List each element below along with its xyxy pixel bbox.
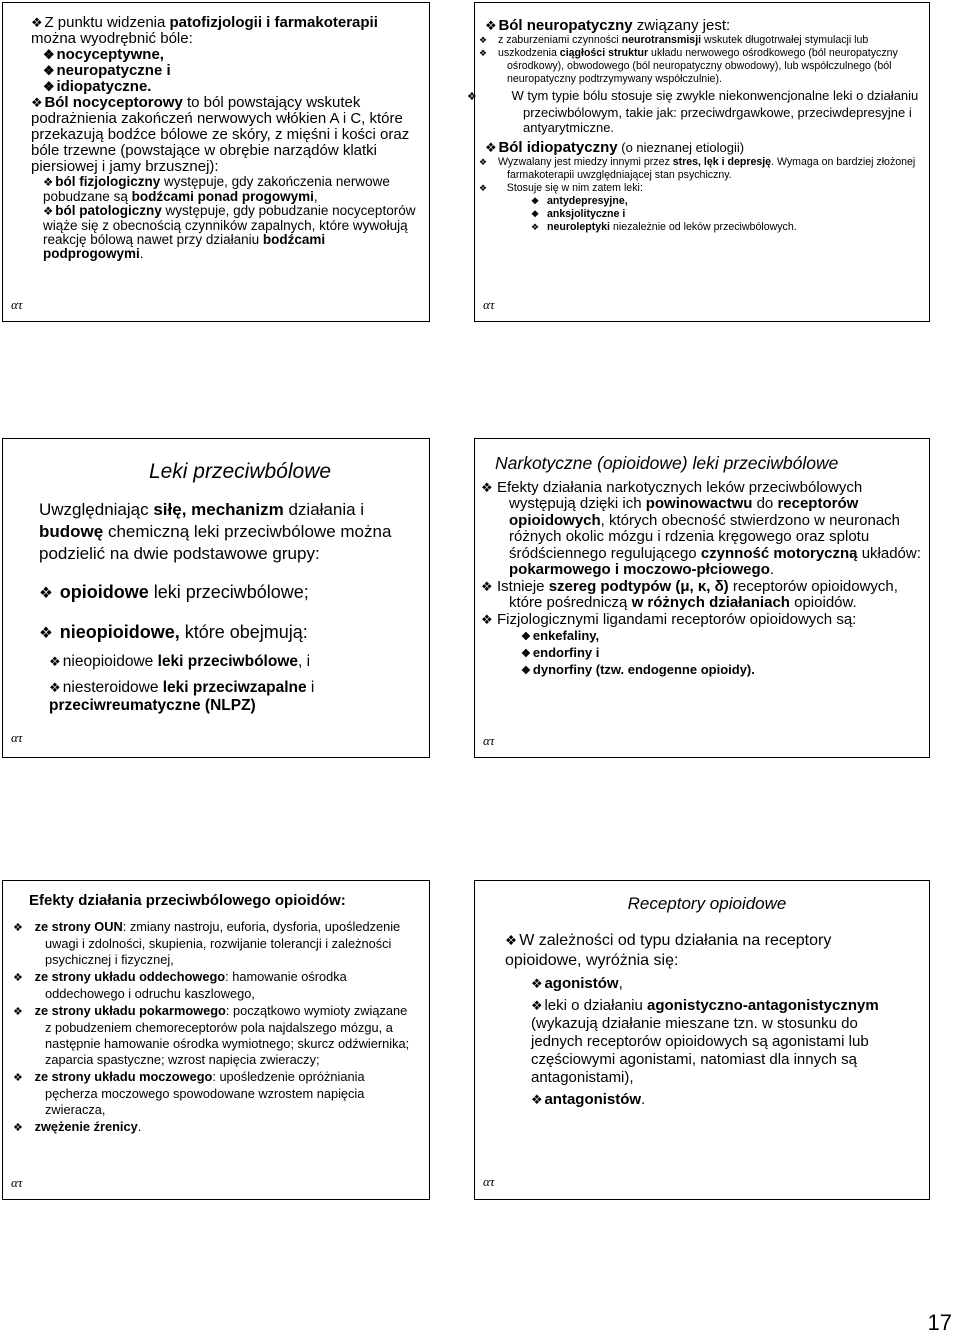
bullet-diamond-icon: ❖ <box>505 933 518 948</box>
bullet-diamond-icon: ❖ <box>39 625 53 642</box>
intro-text: ❖ Z punktu widzenia patofizjologii i farmakoterapii można wyodrębnić bóle: <box>31 14 378 47</box>
slide-title: Narkotyczne (opioidowe) leki przeciwbólowe <box>495 453 839 473</box>
bullet-diamond-icon: ❖ <box>485 18 497 33</box>
bullet-diamond-icon: ❖ <box>31 15 43 30</box>
list-item: ❖ nieopioidowe leki przeciwbólowe, i <box>49 653 311 670</box>
list-item: ❖ Istnieje szereg podtypów (μ, κ, δ) receptorów opioidowych, które pośredniczą w różnych działaniach opioidów. <box>481 577 898 611</box>
list-item: ❖ ze strony układu oddechowego: hamowanie ośrodka oddechowego i odruchu kaszlowego, <box>13 969 347 1001</box>
list-item: ❖ W tym typie bólu stosuje się zwykle niekonwencjonalne leki o działaniu przeciwbólowym, takie jak: przeciwdrgawkowe, przeciwdepresyjne i antyarytmiczne. <box>467 88 919 135</box>
list-item: ❖ antydepresyjne, <box>531 195 628 207</box>
list-item: ❖ neuroleptyki niezależnie od leków przeciwbólowych. <box>531 221 797 233</box>
bullet-diamond-icon: ❖ <box>43 206 54 218</box>
bullet-diamond-icon: ❖ <box>31 95 43 110</box>
list-item: ❖ enkefaliny, <box>521 628 600 643</box>
list-item: ❖ ze strony układu moczowego: upośledzenie opróżniania pęcherza moczowego spowodowane wzrostem napięcia zwieracza, <box>13 1069 365 1117</box>
slide-narcotic-analgesics <box>474 438 930 758</box>
bullet-diamond-icon: ❖ <box>43 63 55 78</box>
list-item: ❖ opioidowe leki przeciwbólowe; <box>39 581 411 605</box>
bullet-diamond-icon: ❖ <box>521 631 531 643</box>
bullet-diamond-icon: ❖ <box>521 648 531 660</box>
bullet-diamond-icon: ❖ <box>43 177 54 189</box>
list-item: ❖ antagonistów. <box>531 1091 646 1108</box>
corner-symbol: ατ <box>483 732 495 748</box>
list-item: ❖ neuropatyczne i <box>43 62 171 79</box>
list-item: ❖ Fizjologicznymi ligandami receptorów opioidowych są: <box>481 610 857 628</box>
list-item: ❖ anksjolityczne i <box>531 208 626 220</box>
corner-symbol: ατ <box>11 1175 23 1190</box>
bullet-diamond-icon: ❖ <box>531 1092 543 1107</box>
list-item: ❖ dynorfiny (tzw. endogenne opioidy). <box>521 662 755 677</box>
list-item: ❖ ze strony OUN: zmiany nastroju, euforia, dysforia, upośledzenie uwagi i zdolności, skupienia, rozwijanie tolerancji i zależności psychicznej i fizycznej, <box>13 919 401 967</box>
bullet-diamond-icon: ❖ <box>531 976 543 991</box>
list-item: ❖ zwężenie źrenicy. <box>13 1119 142 1134</box>
list-item: ❖ leki o działaniu agonistyczno-antagonistycznym (wykazują działanie mieszane tzn. w stosunku do jednych receptorów opioidowych są agonistami lub częściowymi agonistami, natomiast dla innych są antagonistami), <box>531 997 879 1086</box>
bullet-diamond-icon: ❖ <box>49 680 61 695</box>
page-number: 17 <box>927 1310 952 1335</box>
intro-text: ❖ W zależności od typu działania na receptory opioidowe, wyróżnia się: <box>505 932 832 969</box>
bullet-diamond-icon: ❖ <box>49 654 61 669</box>
list-item: ❖ ze strony układu pokarmowego: początkowo wymioty związane z pobudzeniem chemoreceptorów pola najdalszego mózgu, a następnie hamowanie ośrodka wymiotnego; skurcz odźwiernika; zaparcia spastyczne; wzrost napięcia zwieraczy; <box>13 1003 410 1067</box>
list-item: ❖ niesteroidowe leki przeciwzapalne i przeciwreumatyczne (NLPZ) <box>49 679 315 714</box>
list-item: ❖ nieopioidowe, które obejmują: <box>39 621 411 645</box>
bullet-diamond-icon: ❖ <box>485 140 497 155</box>
list-item: ❖ uszkodzenia ciągłości struktur układu nerwowego ośrodkowego (ból neuropatyczny ośrodkowy), obwodowego (ból neuropatyczny obwodowy), lub współczulnego (ból neuropatyczny podtrzymywany współczulnie). <box>479 47 898 85</box>
slide-pain-types <box>2 2 430 322</box>
slide-title: Receptory opioidowe <box>627 894 787 913</box>
slide-analgesics <box>2 438 430 758</box>
bullet-diamond-icon: ❖ <box>43 47 55 62</box>
corner-symbol: ατ <box>11 297 23 312</box>
list-item: ❖ idiopatyczne. <box>43 78 152 95</box>
pathological-pain: ❖ ból patologiczny występuje, gdy pobudzanie nocyceptorów wiąże się z obecnością czynników zapalnych, które wywołują reakcję bólową nawet przy działaniu bodźcami podprogowymi. <box>43 203 416 261</box>
list-item: ❖ Stosuje się w nim zatem leki: <box>479 182 643 194</box>
corner-symbol: ατ <box>483 297 495 312</box>
physiological-pain: ❖ ból fizjologiczny występuje, gdy zakończenia nerwowe pobudzane są bodźcami ponad progowymi, <box>43 174 390 204</box>
corner-symbol: ατ <box>483 1174 495 1189</box>
intro-text: Uwzględniając siłę, mechanizm działania i budowę chemiczną leki przeciwbólowe można podzielić na dwie podstawowe grupy: <box>39 500 392 563</box>
bullet-diamond-icon: ❖ <box>43 79 55 94</box>
slide-title: Efekty działania przeciwbólowego opioidów: <box>29 892 346 909</box>
bullet-diamond-icon: ❖ <box>521 665 531 677</box>
slide-title: Leki przeciwbólowe <box>148 460 332 483</box>
nociceptive-paragraph: ❖ Ból nocyceptorowy to ból powstający wskutek podrażnienia zakończeń nerwowych włókien A i C, które przekazują bodźce bólowe ze skóry, z mięśni i kości oraz bóle trzewne (powstające w obrębie narządów klatki piersiowej i jamy brzusznej): <box>31 94 410 175</box>
bullet-diamond-icon: ❖ <box>39 585 53 602</box>
bullet-diamond-icon: ❖ <box>531 998 543 1013</box>
list-item: ❖ Efekty działania narkotycznych leków przeciwbólowych występują dzięki ich powinowactwu do receptorów opioidowych, których obecność stwierdzono w neuronach różnych okolic mózgu i rdzenia kręgowego oraz splotu śródściennego regulującego czynność motoryczną układów: pokarmowego i moczowo-płciowego. <box>481 478 921 578</box>
slide-neuropathic-pain <box>467 2 930 322</box>
slide-opioid-receptors <box>474 880 930 1200</box>
list-item: ❖ nocyceptywne, <box>43 46 164 63</box>
neuropathic-heading: ❖ Ból neuropatyczny związany jest: <box>485 17 731 34</box>
idiopathic-heading: ❖ Ból idiopatyczny (o nieznanej etiologii) <box>485 139 745 156</box>
corner-symbol: ατ <box>11 730 23 745</box>
list-item: ❖ endorfiny i <box>521 645 600 660</box>
list-item: ❖ agonistów, <box>531 975 623 992</box>
list-item: ❖ z zaburzeniami czynności neurotransmisji wskutek długotrwałej stymulacji lub <box>479 34 869 46</box>
list-item: ❖ Wyzwalany jest miedzy innymi przez stres, lęk i depresję. Wymaga on bardziej złożonej farmakoterapii uwzględniającej stan psychiczny. <box>479 156 916 181</box>
slide-opioid-effects <box>2 880 430 1200</box>
